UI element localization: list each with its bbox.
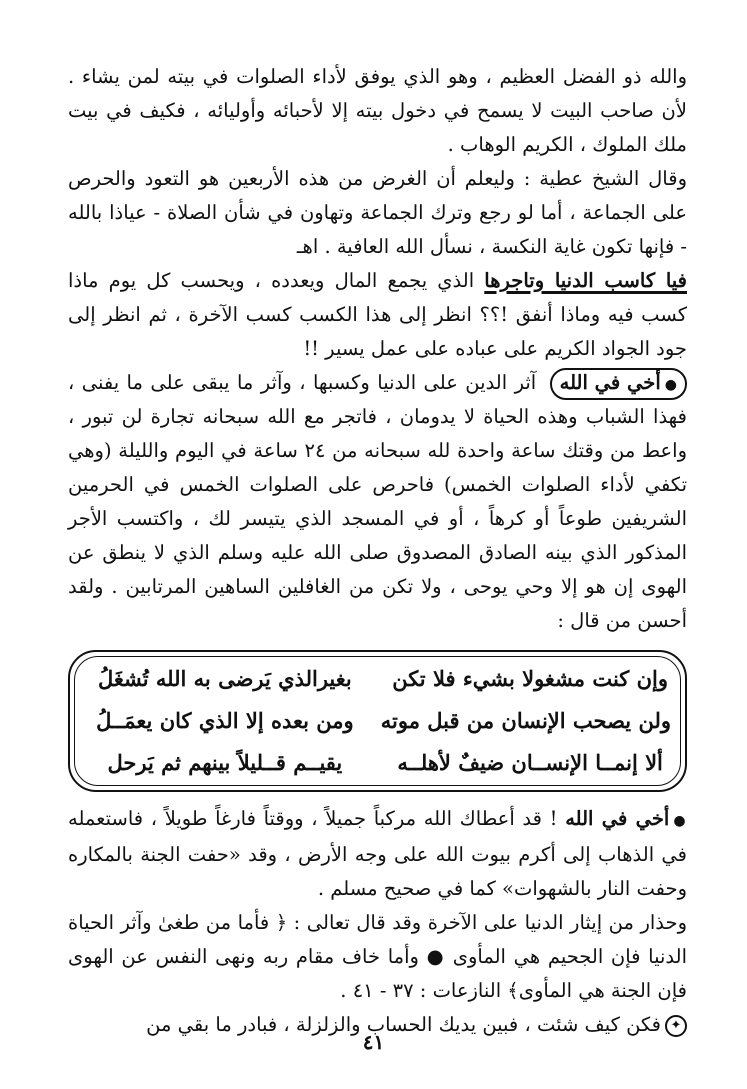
verse-second-hemistich: يقيــم قــليلاً بينهم ثم يَرحل xyxy=(107,750,343,775)
black-circle-icon: ● xyxy=(673,813,688,829)
paragraph-4-text: آثر الدين على الدنيا وكسبها ، وآثر ما يبقى على ما يفنى ، فهذا الشباب وهذه الحياة لا يدومان ، فاتجر مع الله سبحانه تجارة لن تبور ، واعط من وقتك ساعة واحدة لله سبحانه من ٢٤ ساعة في اليوم والليلة (وهي تكفي لأداء الصلوات الخمس) فاحرص على الصلوات الخمس في الحرمين الشريفين طوعاً أو كرهاً ، أو في المسجد الذي يتيسر لك ، واكتسب الأجر المذكور الذي بينه الصادق المصدوق صلى الله عليه وسلم الذي لا ينطق عن الهوى إن هو إلا وحي يوحى ، ولا تكن من الغافلين الساهين المرتابين . ولقد أحسن من قال : xyxy=(68,371,687,632)
poem-frame xyxy=(68,650,687,792)
verse-first-hemistich: وإن كنت مشغولا بشيء فلا تكن xyxy=(392,666,669,691)
paragraph-7-text: فكن كيف شئت ، فبين يديك الحساب والزلزلة ، فبادر ما بقي من xyxy=(146,1013,661,1036)
paragraph-6: وحذار من إيثار الدنيا على الآخرة وقد قال تعالى : ﴿ فأما من طغىٰ وآثر الحياة الدنيا فإن الجحيم هي المأوى ● وأما خاف مقام ربه ونهى النفس عن الهوى فإن الجنة هي المأوى﴾ النازعات : ٣٧ - ٤١ . xyxy=(68,911,687,1002)
verse-first-hemistich: ألا إنمــا الإنســان ضيفٌ لأهلــه xyxy=(397,750,663,775)
paragraph-2: وقال الشيخ عطية : وليعلم أن الغرض من هذه الأربعين هو التعود والحرص على الجماعة ، أما لو رجع وترك الجماعة وتهاون في شأن الصلاة - عياذا بالله - فإنها تكون غاية النكسة ، نسأل الله العافية . اهـ xyxy=(68,167,687,258)
paragraph-3-text: الذي يجمع المال ويعدده ، ويحسب كل يوم ماذا كسب فيه وماذا أنفق !؟؟ انظر إلى هذا الكسب كسب الآخرة ، ثم انظر إلى جود الجواد الكريم على عباده على عمل يسير !! xyxy=(68,269,687,360)
page-number: ٤١ xyxy=(362,1030,385,1054)
paragraph-4 xyxy=(68,366,687,638)
boxed-heading-text: أخي في الله xyxy=(559,371,661,394)
verse-second-hemistich: بغيرالذي يَرضى به الله تُشغَلُ xyxy=(97,666,352,691)
poem-verse xyxy=(84,700,671,742)
paragraph-1: والله ذو الفضل العظيم ، وهو الذي يوفق لأداء الصلوات في بيته لمن يشاء . لأن صاحب البيت لا يسمح في دخول بيته إلا لأحبائه وأوليائه ، فكيف في بيت ملك الملوك ، الكريم الوهاب . xyxy=(68,65,687,156)
poem-verse xyxy=(84,658,671,700)
verse-second-hemistich: ومن بعده إلا الذي كان يعمَــلُ xyxy=(96,708,354,733)
page-body xyxy=(68,60,687,1042)
paragraph-5 xyxy=(68,802,687,906)
poem-verse xyxy=(84,742,671,784)
heading-phrase: فيا كاسب الدنيا وتاجرها xyxy=(484,269,687,292)
paragraph-5-text: ! قد أعطاك الله مركباً جميلاً ، ووقتاً فارغاً طويلاً ، فاستعمله في الذهاب إلى أكرم بيوت الله على وجه الأرض ، وقد «حفت الجنة بالمكاره وحفت النار بالشهوات» كما في صحيح مسلم . xyxy=(68,807,687,900)
verse-first-hemistich: ولن يصحب الإنسان من قبل موته xyxy=(380,708,671,733)
bold-heading: أخي في الله xyxy=(565,807,670,830)
black-circle-icon: ● xyxy=(664,377,677,393)
paragraph-3 xyxy=(68,264,687,366)
circled-star-icon: ✦ xyxy=(665,1015,687,1037)
boxed-heading xyxy=(550,368,687,400)
